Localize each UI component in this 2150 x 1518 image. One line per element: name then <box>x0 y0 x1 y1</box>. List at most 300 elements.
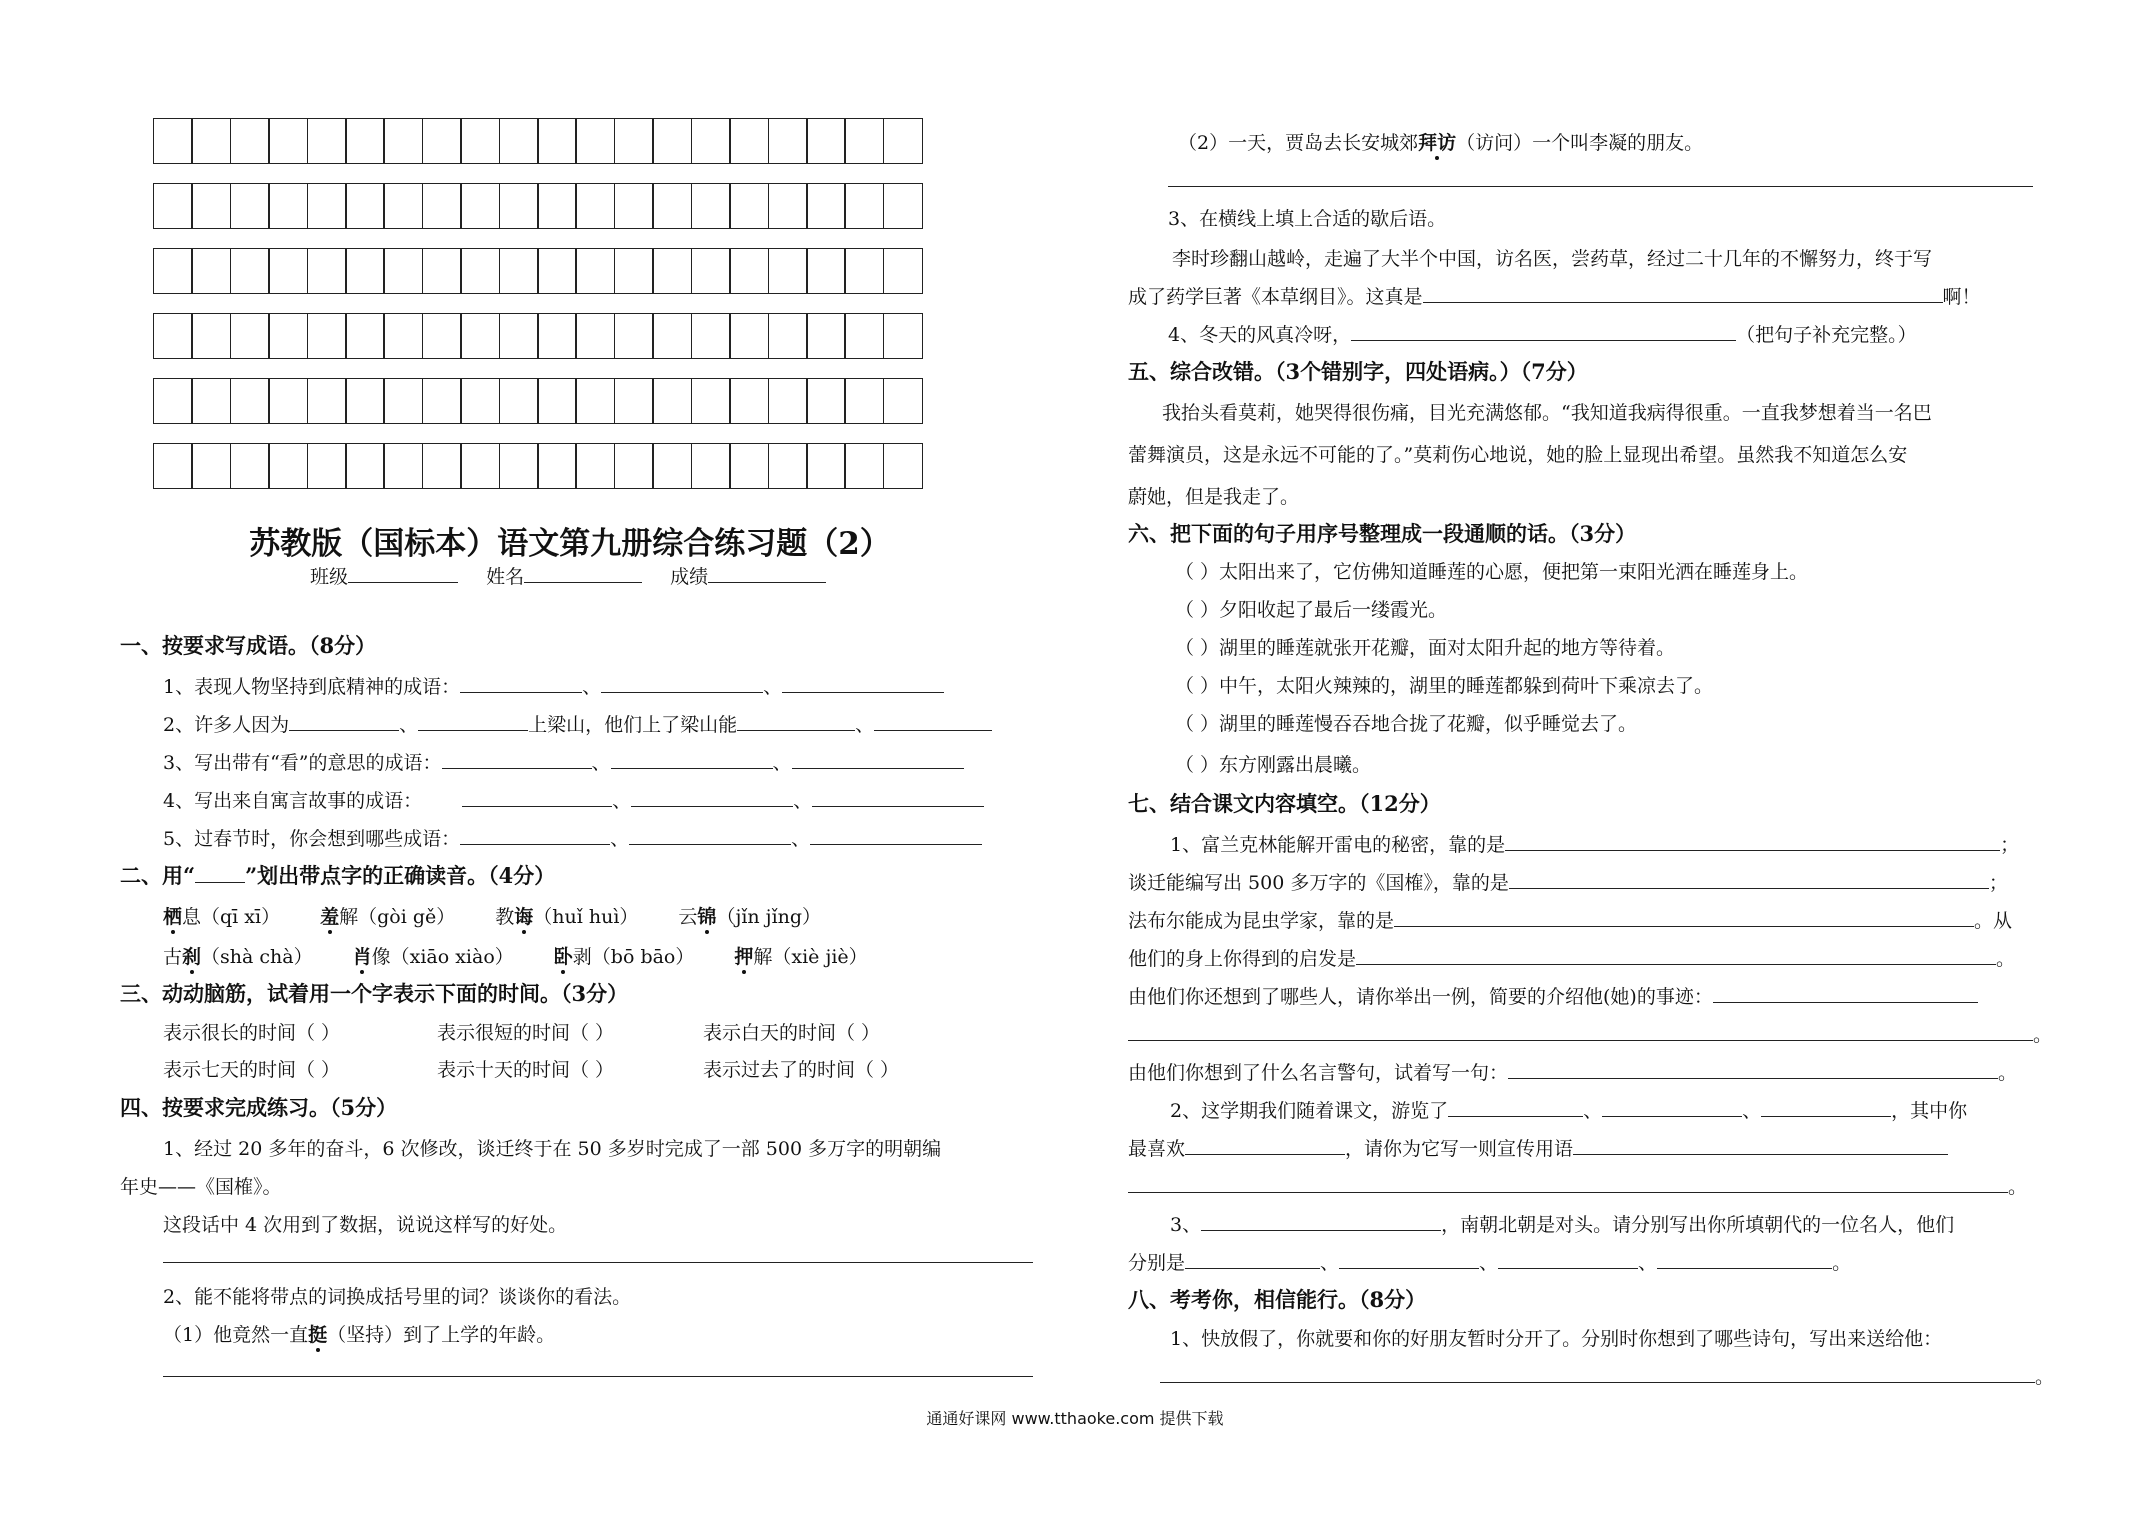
s7-line-1-text: 1、富兰克林能解开雷电的秘密，靠的是 <box>1170 834 1506 856</box>
grid-cell[interactable] <box>422 248 462 294</box>
order-item[interactable]: （ ）东方刚露出晨曦。 <box>1175 754 1372 776</box>
s7-line-8-text: 2、这学期我们随着课文，游览了 <box>1170 1100 1449 1122</box>
class-label: 班级 <box>310 566 349 588</box>
answer-blank[interactable] <box>1498 1250 1638 1269</box>
grid-row <box>153 183 921 229</box>
grid-cell[interactable] <box>499 313 539 359</box>
section-7-heading: 七、结合课文内容填空。（12分） <box>1128 791 1441 816</box>
answer-blank[interactable] <box>611 750 773 769</box>
grid-cell[interactable] <box>806 118 846 164</box>
grid-cell[interactable] <box>844 248 884 294</box>
s4-item-1-b: （坚持）到了上学的年龄。 <box>327 1324 556 1346</box>
dotted-char: 卧 <box>553 946 573 968</box>
punct: 、 <box>1479 1252 1499 1274</box>
answer-line[interactable] <box>1168 186 2033 187</box>
pinyin-item[interactable] <box>678 906 821 928</box>
s1-q3-text: 3、写出带有“看”的意思的成语： <box>163 752 442 774</box>
grid-cell[interactable] <box>191 378 231 424</box>
section-4-heading: 四、按要求完成练习。（5分） <box>120 1095 398 1120</box>
dotted-char: 诲 <box>514 906 534 928</box>
dotted-char: 锦 <box>697 906 717 928</box>
time-item[interactable]: 表示白天的时间（ ） <box>703 1022 881 1044</box>
grid-cell[interactable] <box>537 443 577 489</box>
grid-cell[interactable] <box>191 443 231 489</box>
grid-cell[interactable] <box>383 378 423 424</box>
grid-cell[interactable] <box>230 183 270 229</box>
grid-cell[interactable] <box>422 378 462 424</box>
grid-cell[interactable] <box>383 443 423 489</box>
pinyin-item[interactable] <box>353 946 514 968</box>
grid-cell[interactable] <box>153 378 193 424</box>
answer-blank[interactable] <box>442 750 592 769</box>
grid-cell[interactable] <box>230 443 270 489</box>
s7-line-9 <box>1128 1134 1948 1161</box>
answer-blank[interactable] <box>1602 1098 1742 1117</box>
grid-cell[interactable] <box>729 443 769 489</box>
grid-cell[interactable] <box>460 313 500 359</box>
grid-cell[interactable] <box>844 378 884 424</box>
separator: 、 <box>582 676 602 698</box>
s7-line-7-text: 由他们你想到了什么名言警句，试着写一句： <box>1128 1062 1509 1084</box>
score-label: 成绩 <box>670 566 709 588</box>
s1-q5-text: 5、过春节时，你会想到哪些成语： <box>163 828 461 850</box>
grid-cell[interactable] <box>806 183 846 229</box>
grid-cell[interactable] <box>268 313 308 359</box>
s4-prompt: 这段话中 4 次用到了数据，说说这样写的好处。 <box>163 1214 568 1236</box>
grid-cell[interactable] <box>191 313 231 359</box>
pinyin-options: （shà chà） <box>201 946 313 968</box>
grid-cell[interactable] <box>422 443 462 489</box>
answer-blank[interactable] <box>1713 984 1978 1003</box>
s4-q3-fill-b: 啊！ <box>1942 286 1981 308</box>
grid-cell[interactable] <box>537 313 577 359</box>
class-blank[interactable] <box>348 564 458 583</box>
punct: 、 <box>1742 1100 1762 1122</box>
s5-line-1: 我抬头看莫莉，她哭得很伤痛，目光充满悠郁。“我知道我病得很重。一直我梦想着当一名巴 <box>1162 402 1932 424</box>
separator: 、 <box>763 676 783 698</box>
grid-cell[interactable] <box>768 443 808 489</box>
grid-cell[interactable] <box>537 183 577 229</box>
s7-line-4 <box>1128 944 2015 971</box>
pinyin-item[interactable] <box>320 906 455 928</box>
grid-cell[interactable] <box>499 183 539 229</box>
grid-cell[interactable] <box>614 378 654 424</box>
grid-row <box>153 118 921 164</box>
answer-blank[interactable] <box>1761 1098 1891 1117</box>
answer-blank[interactable] <box>1505 832 2000 851</box>
order-item[interactable]: （ ）中午，太阳火辣辣的，湖里的睡莲都躲到荷叶下乘凉去了。 <box>1175 675 1714 697</box>
dotted-char: 押 <box>734 946 754 968</box>
s7-line-9-a: 最喜欢 <box>1128 1138 1186 1160</box>
answer-blank[interactable] <box>1160 1364 2035 1383</box>
grid-cell[interactable] <box>537 378 577 424</box>
grid-cell[interactable] <box>575 378 615 424</box>
grid-cell[interactable] <box>575 443 615 489</box>
answer-blank[interactable] <box>1128 1022 2033 1041</box>
punct: 。 <box>1832 1252 1852 1274</box>
student-info-line <box>310 562 826 589</box>
separator: 、 <box>772 752 792 774</box>
pinyin-item[interactable] <box>554 946 695 968</box>
grid-cell[interactable] <box>768 378 808 424</box>
s4-item-2-a: （2）一天，贾岛去长安城郊 <box>1178 132 1419 154</box>
s7-line-2-text: 谈迁能编写出 500 多万字的《国榷》，靠的是 <box>1128 872 1509 894</box>
grid-cell[interactable] <box>460 118 500 164</box>
score-blank[interactable] <box>708 564 826 583</box>
grid-cell[interactable] <box>614 118 654 164</box>
grid-cell[interactable] <box>268 443 308 489</box>
punct: 、 <box>1583 1100 1603 1122</box>
s7-line-11 <box>1170 1210 1954 1237</box>
s7-line-1 <box>1170 830 2019 857</box>
s7-line-5 <box>1128 982 1978 1009</box>
dotted-char: 肖 <box>352 946 372 968</box>
pinyin-prefix: 云 <box>678 906 698 928</box>
grid-cell[interactable] <box>691 183 731 229</box>
grid-cell[interactable] <box>806 248 846 294</box>
s7-line-5-text: 由他们你还想到了哪些人，请你举出一例，简要的介绍他(她)的事迹： <box>1128 986 1713 1008</box>
grid-cell[interactable] <box>307 378 347 424</box>
pinyin-options: 像（xiāo xiào） <box>371 946 514 968</box>
grid-cell[interactable] <box>191 248 231 294</box>
section-5-heading: 五、综合改错。（3个错别字，四处语病。）（7分） <box>1128 359 1588 384</box>
punct: 、 <box>1638 1252 1658 1274</box>
section-8-heading: 八、考考你，相信能行。（8分） <box>1128 1287 1427 1312</box>
answer-blank[interactable] <box>1185 1250 1320 1269</box>
grid-cell[interactable] <box>883 248 923 294</box>
grid-cell[interactable] <box>537 118 577 164</box>
grid-cell[interactable] <box>768 183 808 229</box>
answer-blank[interactable] <box>1339 1250 1479 1269</box>
grid-cell[interactable] <box>652 118 692 164</box>
separator: 、 <box>793 790 813 812</box>
s4-q4-a: 4、冬天的风真冷呀， <box>1168 324 1352 346</box>
grid-cell[interactable] <box>383 118 423 164</box>
s4-question-2: 2、能不能将带点的词换成括号里的词？谈谈你的看法。 <box>163 1286 632 1308</box>
grid-cell[interactable] <box>844 183 884 229</box>
s1-q2 <box>163 710 992 737</box>
grid-cell[interactable] <box>307 118 347 164</box>
grid-cell[interactable] <box>230 313 270 359</box>
punct: 。从 <box>1974 910 2013 932</box>
grid-cell[interactable] <box>883 313 923 359</box>
s7-line-12-text: 分别是 <box>1128 1252 1186 1274</box>
page-title: 苏教版（国标本）语文第九册综合练习题（2） <box>249 526 891 562</box>
grid-cell[interactable] <box>729 183 769 229</box>
separator: 、 <box>791 828 811 850</box>
separator: 、 <box>591 752 611 774</box>
grid-cell[interactable] <box>307 248 347 294</box>
grid-cell[interactable] <box>499 248 539 294</box>
answer-blank[interactable] <box>810 826 982 845</box>
separator: 、 <box>855 714 875 736</box>
s4-question-4 <box>1168 320 1917 347</box>
grid-cell[interactable] <box>652 313 692 359</box>
grid-cell[interactable] <box>691 118 731 164</box>
grid-cell[interactable] <box>268 183 308 229</box>
grid-cell[interactable] <box>806 313 846 359</box>
grid-cell[interactable] <box>191 183 231 229</box>
answer-blank[interactable] <box>460 826 610 845</box>
grid-cell[interactable] <box>729 378 769 424</box>
s4-item-2-b: （访问）一个叫李凝的朋友。 <box>1456 132 1704 154</box>
grid-cell[interactable] <box>768 313 808 359</box>
grid-cell[interactable] <box>268 378 308 424</box>
pinyin-row-2 <box>163 942 868 969</box>
s7-line-3 <box>1128 906 2012 933</box>
time-item[interactable]: 表示七天的时间（ ） <box>163 1059 341 1081</box>
answer-blank[interactable] <box>631 788 793 807</box>
grid-cell[interactable] <box>614 248 654 294</box>
grid-cell[interactable] <box>153 183 193 229</box>
answer-blank[interactable] <box>737 712 855 731</box>
grid-cell[interactable] <box>729 118 769 164</box>
s7-line-11-b: ，南朝北朝是对头。请分别写出你所填朝代的一位名人，他们 <box>1441 1214 1955 1236</box>
s7-line-3-text: 法布尔能成为昆虫学家，靠的是 <box>1128 910 1395 932</box>
separator: 、 <box>612 790 632 812</box>
grid-cell[interactable] <box>844 313 884 359</box>
s4-question-3: 3、在横线上填上合适的歇后语。 <box>1168 208 1447 230</box>
pinyin-options: 解（xiè jiè） <box>753 946 868 968</box>
page-footer: 通通好课网 www.tthaoke.com 提供下载 <box>926 1409 1224 1428</box>
grid-cell[interactable] <box>230 248 270 294</box>
grid-cell[interactable] <box>883 183 923 229</box>
grid-cell[interactable] <box>575 248 615 294</box>
s4-paragraph-1b: 年史——《国榷》。 <box>120 1176 282 1198</box>
grid-cell[interactable] <box>345 183 385 229</box>
grid-cell[interactable] <box>383 248 423 294</box>
grid-cell[interactable] <box>614 443 654 489</box>
grid-cell[interactable] <box>575 183 615 229</box>
pinyin-options: 剥（bō bāo） <box>572 946 695 968</box>
grid-cell[interactable] <box>153 313 193 359</box>
grid-cell[interactable] <box>191 118 231 164</box>
grid-cell[interactable] <box>691 313 731 359</box>
s7-line-2 <box>1128 868 2008 895</box>
answer-blank[interactable] <box>1351 322 1736 341</box>
time-item[interactable]: 表示过去了的时间（ ） <box>703 1059 900 1081</box>
s4-item-1-a: （1）他竟然一直 <box>163 1324 309 1346</box>
s7-line-9-b: ，请你为它写一则宣传用语 <box>1345 1138 1574 1160</box>
grid-cell[interactable] <box>268 118 308 164</box>
s2-heading-a: 二、用“ <box>120 863 196 888</box>
writing-grid <box>153 118 921 508</box>
punct: 、 <box>1320 1252 1340 1274</box>
section-3-heading: 三、动动脑筋，试着用一个字表示下面的时间。（3分） <box>120 981 629 1006</box>
grid-cell[interactable] <box>383 183 423 229</box>
s4-q3-fill <box>1128 282 1981 309</box>
punct: 。 <box>1998 1062 2018 1084</box>
s1-q4-text: 4、写出来自寓言故事的成语： <box>163 790 423 812</box>
pinyin-options: （jǐn jǐng） <box>716 906 822 928</box>
grid-cell[interactable] <box>345 378 385 424</box>
s1-q5 <box>163 824 982 851</box>
grid-cell[interactable] <box>844 118 884 164</box>
answer-blank[interactable] <box>1356 946 1996 965</box>
s4-q3-text: 李时珍翻山越岭，走遍了大半个中国，访名医，尝药草，经过二十几年的不懈努力，终于写 <box>1172 248 1933 270</box>
pinyin-options: （huǐ huì） <box>533 906 639 928</box>
grid-cell[interactable] <box>268 248 308 294</box>
grid-cell[interactable] <box>768 118 808 164</box>
grid-cell[interactable] <box>422 183 462 229</box>
grid-cell[interactable] <box>460 378 500 424</box>
grid-cell[interactable] <box>575 313 615 359</box>
answer-blank[interactable] <box>460 674 582 693</box>
grid-cell[interactable] <box>691 443 731 489</box>
punct: 。 <box>2035 1366 2055 1388</box>
answer-blank[interactable] <box>1423 284 1943 303</box>
order-item[interactable]: （ ）湖里的睡莲慢吞吞地合拢了花瓣，似乎睡觉去了。 <box>1175 713 1638 735</box>
grid-cell[interactable] <box>307 443 347 489</box>
grid-cell[interactable] <box>460 183 500 229</box>
s5-line-2: 蕾舞演员，这是永远不可能的了。”莫莉伤心地说，她的脸上显现出希望。虽然我不知道怎么安 <box>1128 444 1908 466</box>
grid-cell[interactable] <box>768 248 808 294</box>
grid-cell[interactable] <box>460 248 500 294</box>
grid-cell[interactable] <box>307 183 347 229</box>
section-1-heading: 一、按要求写成语。（8分） <box>120 633 377 658</box>
grid-cell[interactable] <box>652 443 692 489</box>
pinyin-options: 解（gòi gě） <box>339 906 456 928</box>
order-item[interactable]: （ ）夕阳收起了最后一缕霞光。 <box>1175 599 1448 621</box>
grid-cell[interactable] <box>499 378 539 424</box>
grid-cell[interactable] <box>345 248 385 294</box>
grid-cell[interactable] <box>153 248 193 294</box>
grid-cell[interactable] <box>652 378 692 424</box>
s7-line-7 <box>1128 1058 2017 1085</box>
answer-blank[interactable] <box>1573 1136 1948 1155</box>
answer-blank[interactable] <box>812 788 984 807</box>
pinyin-item[interactable] <box>163 906 280 928</box>
s8-line-1: 1、快放假了，你就要和你的好朋友暂时分开了。分别时你想到了哪些诗句，写出来送给他： <box>1170 1328 1943 1350</box>
pinyin-item[interactable] <box>163 946 313 968</box>
grid-cell[interactable] <box>537 248 577 294</box>
pinyin-item[interactable] <box>495 906 638 928</box>
s7-line-4-text: 他们的身上你得到的启发是 <box>1128 948 1357 970</box>
grid-cell[interactable] <box>460 443 500 489</box>
grid-cell[interactable] <box>883 378 923 424</box>
answer-blank[interactable] <box>1201 1212 1441 1231</box>
s7-line-12 <box>1128 1248 1851 1275</box>
answer-blank[interactable] <box>629 826 791 845</box>
order-item[interactable]: （ ）太阳出来了，它仿佛知道睡莲的心愿，便把第一束阳光洒在睡莲身上。 <box>1175 561 1809 583</box>
grid-cell[interactable] <box>345 313 385 359</box>
dotted-char: 刹 <box>182 946 202 968</box>
name-blank[interactable] <box>524 564 642 583</box>
s2-heading-b: ”划出带点字的正确读音。（4分） <box>245 863 556 888</box>
s1-q4 <box>163 786 984 813</box>
section-2-heading <box>120 860 555 890</box>
s7-line-8-end: ，其中你 <box>1891 1100 1968 1122</box>
order-item[interactable]: （ ）湖里的睡莲就张开花瓣，面对太阳升起的地方等待着。 <box>1175 637 1676 659</box>
grid-cell[interactable] <box>499 118 539 164</box>
grid-cell[interactable] <box>652 248 692 294</box>
answer-blank[interactable] <box>462 788 612 807</box>
grid-cell[interactable] <box>691 248 731 294</box>
punct: 。 <box>2008 1176 2028 1198</box>
s1-q1-text: 1、表现人物坚持到底精神的成语： <box>163 676 461 698</box>
pinyin-prefix: 教 <box>495 906 515 928</box>
grid-cell[interactable] <box>345 118 385 164</box>
answer-blank[interactable] <box>1185 1136 1345 1155</box>
grid-cell[interactable] <box>883 443 923 489</box>
grid-cell[interactable] <box>422 313 462 359</box>
answer-blank[interactable] <box>1128 1174 2008 1193</box>
grid-cell[interactable] <box>806 443 846 489</box>
pinyin-prefix: 古 <box>163 946 183 968</box>
s8-line-2 <box>1160 1362 2054 1389</box>
s1-q2-text-c: 上梁山，他们上了梁山能 <box>528 714 738 736</box>
grid-cell[interactable] <box>614 183 654 229</box>
grid-cell[interactable] <box>614 313 654 359</box>
s4-paragraph-1a: 1、经过 20 多年的奋斗，6 次修改，谈迁终于在 50 多岁时完成了一部 500 多万字的明朝编 <box>163 1138 942 1160</box>
answer-blank[interactable] <box>289 712 399 731</box>
separator: 、 <box>399 714 419 736</box>
answer-blank[interactable] <box>418 712 528 731</box>
pinyin-options: 息（qī xī） <box>182 906 281 928</box>
answer-blank[interactable] <box>1448 1098 1583 1117</box>
grid-cell[interactable] <box>575 118 615 164</box>
s4-q3-fill-a: 成了药学巨著《本草纲目》。这真是 <box>1128 286 1423 308</box>
grid-cell[interactable] <box>729 313 769 359</box>
grid-cell[interactable] <box>345 443 385 489</box>
s5-line-3: 蔚她，但是我走了。 <box>1128 486 1300 508</box>
grid-row <box>153 443 921 489</box>
grid-cell[interactable] <box>691 378 731 424</box>
grid-row <box>153 248 921 294</box>
grid-cell[interactable] <box>230 378 270 424</box>
time-item[interactable]: 表示十天的时间（ ） <box>437 1059 615 1081</box>
time-item[interactable]: 表示很短的时间（ ） <box>437 1022 615 1044</box>
dotted-char: 羞 <box>320 906 340 928</box>
s4-item-1 <box>163 1320 555 1347</box>
section-6-heading: 六、把下面的句子用序号整理成一段通顺的话。（3分） <box>1128 521 1637 546</box>
separator: 、 <box>610 828 630 850</box>
answer-line[interactable] <box>163 1262 1033 1263</box>
answer-blank[interactable] <box>782 674 944 693</box>
grid-cell[interactable] <box>153 118 193 164</box>
grid-cell[interactable] <box>383 313 423 359</box>
answer-line[interactable] <box>163 1376 1033 1377</box>
punct: ； <box>2000 834 2020 856</box>
grid-cell[interactable] <box>844 443 884 489</box>
underline-sample <box>195 862 245 883</box>
answer-blank[interactable] <box>874 712 992 731</box>
grid-cell[interactable] <box>883 118 923 164</box>
grid-cell[interactable] <box>729 248 769 294</box>
answer-blank[interactable] <box>792 750 964 769</box>
answer-blank[interactable] <box>1657 1250 1832 1269</box>
dotted-word: 挺 <box>308 1324 328 1346</box>
answer-blank[interactable] <box>1509 870 1989 889</box>
s7-line-6 <box>1128 1020 2052 1047</box>
answer-blank[interactable] <box>1508 1060 1998 1079</box>
time-item[interactable]: 表示很长的时间（ ） <box>163 1022 341 1044</box>
grid-cell[interactable] <box>806 378 846 424</box>
punct: 。 <box>1996 948 2016 970</box>
grid-cell[interactable] <box>652 183 692 229</box>
punct: ； <box>1988 872 2008 894</box>
grid-cell[interactable] <box>230 118 270 164</box>
grid-cell[interactable] <box>422 118 462 164</box>
s1-q1 <box>163 672 944 699</box>
s4-q4-b: （把句子补充完整。） <box>1736 324 1917 346</box>
grid-cell[interactable] <box>499 443 539 489</box>
answer-blank[interactable] <box>1394 908 1974 927</box>
grid-cell[interactable] <box>307 313 347 359</box>
grid-cell[interactable] <box>153 443 193 489</box>
pinyin-item[interactable] <box>734 946 867 968</box>
answer-blank[interactable] <box>601 674 763 693</box>
